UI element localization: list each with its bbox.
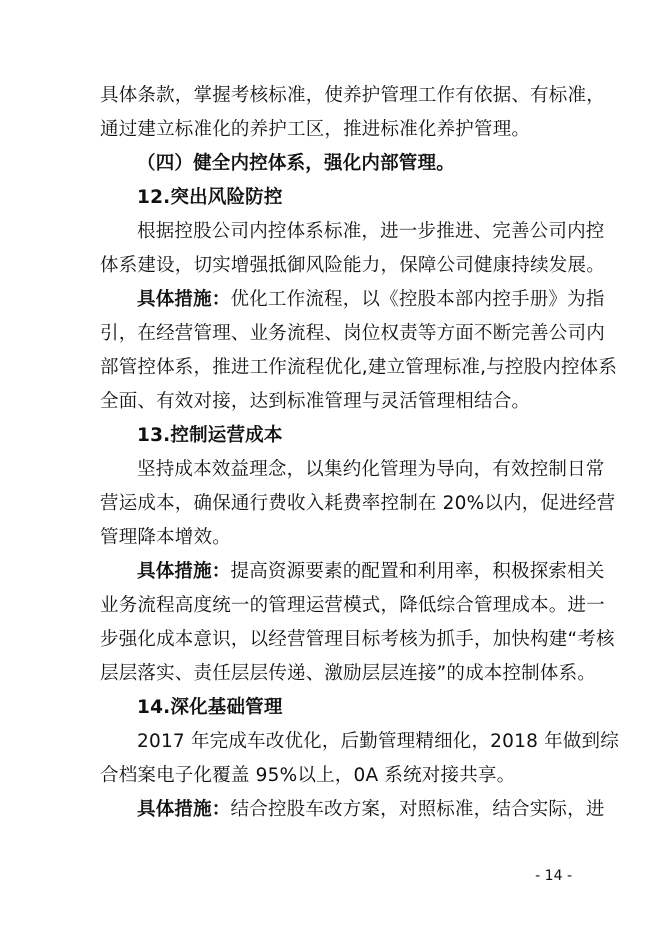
body-line: 管理降本增效。 (100, 527, 231, 548)
body-line: 体系建设，切实增强抵御风险能力，保障公司健康持续发展。 (100, 255, 605, 276)
body-line: 步强化成本意识，以经营管理目标考核为抓手，加快构建“考核 (100, 629, 615, 650)
measures-line (137, 288, 617, 312)
body-line: 坚持成本效益理念，以集约化管理为导向，有效控制日常 (137, 459, 605, 480)
page-number: - 14 - (535, 868, 572, 884)
body-line: 引，在经营管理、业务流程、岗位权责等方面不断完善公司内 (100, 323, 605, 344)
measures-line (137, 798, 617, 822)
body-line: 业务流程高度统一的管理运营模式，降低综合管理成本。进一 (100, 595, 605, 616)
measures-text: 优化工作流程，以《控股本部内控手册》为指 (230, 289, 605, 310)
measures-line (137, 560, 617, 584)
measures-label: 具体措施： (137, 799, 231, 820)
measures-text: 结合控股车改方案，对照标准，结合实际，进 (230, 799, 605, 820)
body-line: 部管控体系，推进工作流程优化,建立管理标准,与控股内控体系 (100, 357, 618, 378)
body-line: 营运成本，确保通行费收入耗费率控制在 20%以内，促进经营 (100, 493, 616, 514)
measures-label: 具体措施： (137, 561, 231, 582)
body-line: 根据控股公司内控体系标准，进一步推进、完善公司内控 (137, 221, 605, 242)
body-line: 全面、有效对接，达到标准管理与灵活管理相结合。 (100, 391, 531, 412)
subsection-heading: 14.深化基础管理 (137, 697, 283, 718)
subsection-heading: 12.突出风险防控 (137, 187, 283, 208)
section-heading: （四）健全内控体系，强化内部管理。 (137, 153, 455, 174)
body-line: 层层落实、责任层层传递、激励层层连接”的成本控制体系。 (100, 663, 596, 684)
body-line: 具体条款，掌握考核标准，使养护管理工作有依据、有标准， (100, 85, 605, 106)
subsection-heading: 13.控制运营成本 (137, 425, 283, 446)
measures-label: 具体措施： (137, 289, 231, 310)
body-line: 通过建立标准化的养护工区，推进标准化养护管理。 (100, 119, 531, 140)
measures-text: 提高资源要素的配置和利用率，积极探索相关 (230, 561, 605, 582)
body-line: 2017 年完成车改优化，后勤管理精细化，2018 年做到综 (137, 731, 619, 752)
body-line: 合档案电子化覆盖 95%以上，0A 系统对接共享。 (100, 765, 516, 786)
